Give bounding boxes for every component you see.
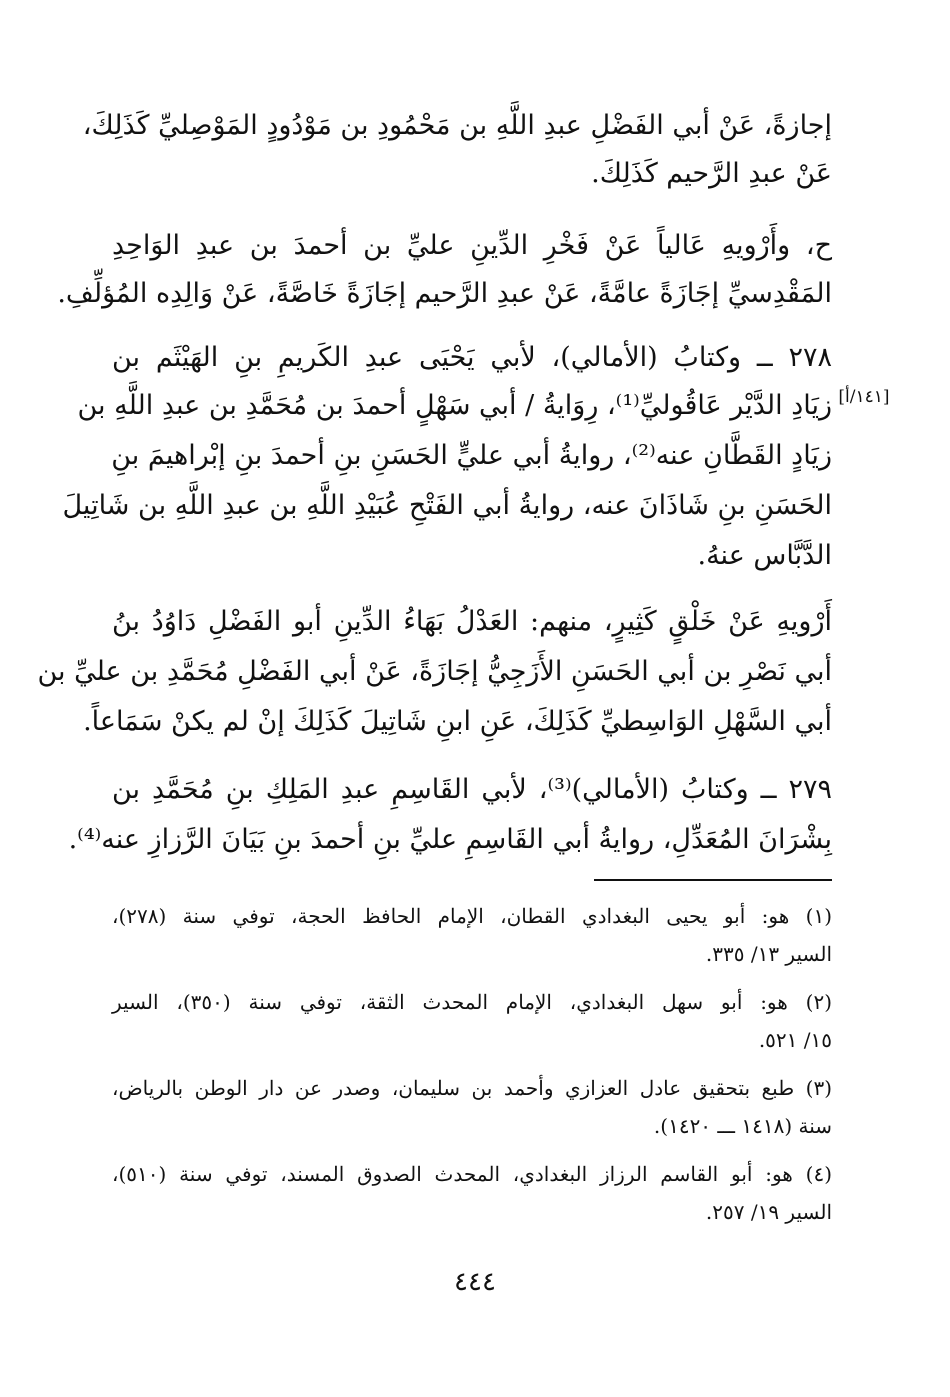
margin-folio-reference: [١٤١/أ] <box>838 387 890 407</box>
footnote-2-line-2: ١٥/ ٥٢١. <box>758 1028 832 1052</box>
page-number: ٤٤٤ <box>454 1267 496 1297</box>
body-line-9: الدَّبَّاس عنهُ. <box>697 540 832 571</box>
footnote-1-line-1: (١) هو: أبو يحيى البغدادي القطان، الإمام الحافظ الحجة، توفي سنة (٢٧٨)، <box>112 904 832 928</box>
footnote-2-line-1: (٢) هو: أبو سهل البغدادي، الإمام المحدث الثقة، توفي سنة (٣٥٠)، السير <box>112 990 832 1014</box>
footnote-4-line-2: السير ١٩/ ٢٥٧. <box>705 1200 832 1224</box>
body-line-8: الحَسَنِ بنِ شَاذَانَ عنه، روايةُ أبي الفَتْحِ عُبَيْدِ اللَّهِ بن عبدِ اللَّهِ بن شَاتِيلَ <box>62 490 832 521</box>
body-line-10: أَرْويهِ عَنْ خَلْقٍ كَثِيرٍ، منهم: العَدْلُ بَهَاءُ الدِّينِ أبو الفَضْلِ دَاوُدُ بنُ <box>112 606 832 637</box>
body-line-1: إجازةً، عَنْ أبي الفَضْلِ عبدِ اللَّهِ بن مَحْمُودِ بن مَوْدُودٍ المَوْصِليِّ كَذَلِكَ، <box>82 110 832 141</box>
footnote-3-line-1: (٣) طبع بتحقيق عادل العزازي وأحمد بن سليمان، وصدر عن دار الوطن بالرياض، <box>112 1076 832 1100</box>
footnote-3-line-2: سنة (١٤١٨ ـــ ١٤٢٠). <box>653 1114 832 1138</box>
footnote-1-line-2: السير ١٣/ ٣٣٥. <box>705 942 832 966</box>
body-line-5: ٢٧٨ ــ وكتابُ (الأمالي)، لأبي يَحْيَى عبدِ الكَريمِ بنِ الهَيْثَم بن <box>112 342 832 373</box>
footnote-separator <box>594 879 832 881</box>
body-line-13: ٢٧٩ ــ وكتابُ (الأمالي)⁽³⁾، لأبي القَاسِمِ عبدِ المَلِكِ بنِ مُحَمَّدِ بن <box>112 774 832 805</box>
body-line-14: بِشْرَانَ المُعَدِّلِ، روايةُ أبي القَاسِمِ عليِّ بنِ أحمدَ بنِ بَيَانَ الرَّزازِ عنه⁽⁴⁾. <box>68 824 832 855</box>
body-line-2: عَنْ عبدِ الرَّحيم كَذَلِكَ. <box>591 158 832 189</box>
body-line-7: زيَادٍ القَطَّانِ عنه⁽²⁾، روايةُ أبي عليٍّ الحَسَنِ بنِ أحمدَ بنِ إبْراهيمَ بنِ <box>111 440 832 471</box>
body-line-3: ح، وأَرْويهِ عَالياً عَنْ فَخْرِ الدِّينِ عليِّ بن أحمدَ بن عبدِ الوَاحِدِ <box>112 230 833 261</box>
body-line-11: أبي نَصْرِ بن أبي الحَسَنِ الأَزَجِيُّ إجَازَةً، عَنْ أبي الفَضْلِ مُحَمَّدِ بن عليِّ بن <box>37 656 832 687</box>
body-line-6: زيَادِ الدَّيْر عَاقُوليِّ⁽¹⁾، رِوَايةُ / أبي سَهْلٍ أحمدَ بن مُحَمَّدِ بن عبدِ اللَّهِ بن <box>77 390 832 421</box>
body-line-12: أبي السَّهْلِ الوَاسِطيِّ كَذَلِكَ، عَنِ ابنِ شَاتِيلَ كَذَلِكَ إنْ لم يكنْ سَمَاعاً. <box>83 706 832 737</box>
body-line-4: المَقْدِسيِّ إجَازَةً عامَّةً، عَنْ عبدِ الرَّحيم إجَازَةً خَاصَّةً، عَنْ وَالِدِه المُؤلِّفِ. <box>57 278 832 309</box>
footnote-4-line-1: (٤) هو: أبو القاسم الرزاز البغدادي، المحدث الصدوق المسند، توفي سنة (٥١٠)، <box>112 1162 832 1186</box>
